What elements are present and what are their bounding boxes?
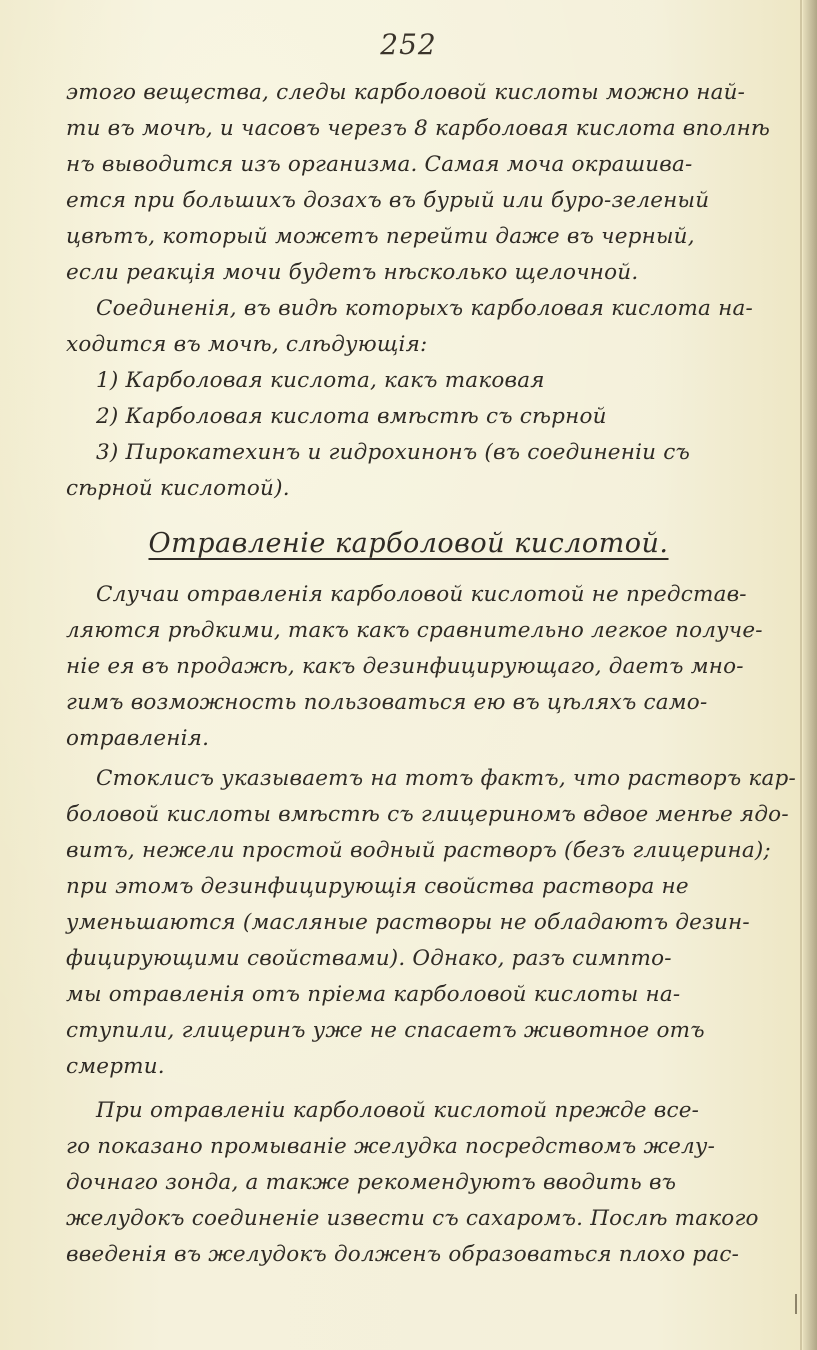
text-line: отравленія. [66,726,210,751]
text-line: ступили, глицеринъ уже не спасаетъ животное отъ [66,1018,705,1043]
list-item: 3) Пирокатехинъ и гидрохинонъ (въ соединеніи съ [96,440,691,465]
list-item: 2) Карболовая кислота вмѣстѣ съ сѣрной [96,404,607,429]
text-line: ти въ мочѣ, и часовъ черезъ 8 карболовая кислота вполнѣ [66,116,771,141]
text-line: Случаи отравленія карболовой кислотой не предстaв- [96,582,747,607]
list-item: сѣрной кислотой). [66,476,290,501]
text-line: фицирующими свойствами). Однако, разъ симпто- [66,946,672,971]
page-number: 252 [380,28,437,61]
text-line: витъ, нежели простой водный растворъ (безъ глицерина); [66,838,771,863]
text-line: мы отравленія отъ пріема карболовой кислоты на- [66,982,681,1007]
text-line: этого вещества, следы карболовой кислоты можно най- [66,80,746,105]
text-line: Соединенія, въ видѣ которыхъ карболовая кислота на- [96,296,753,321]
section-heading: Отравленіе карболовой кислотой. [148,528,669,559]
binding-edge [803,0,817,1350]
text-line: введенія въ желудокъ долженъ образоваться плохо рас- [66,1242,740,1267]
text-line: смерти. [66,1054,165,1079]
text-line: боловой кислоты вмѣстѣ съ глицериномъ вдвое менѣе ядо- [66,802,789,827]
text-line: Стоклисъ указываетъ на тотъ фактъ, что растворъ кар- [96,766,796,791]
text-line: го показано промываніе желудка посредствомъ желу- [66,1134,716,1159]
text-line: ніе ея въ продажѣ, какъ дезинфицирующаго, даетъ мно- [66,654,744,679]
text-line: желудокъ соединеніе извести съ сахаромъ. Послѣ такого [66,1206,759,1231]
text-line: цвѣтъ, который можетъ перейти даже въ черный, [66,224,695,249]
text-line: если реакція мочи будетъ нѣсколько щелочной. [66,260,639,285]
list-item: 1) Карболовая кислота, какъ таковая [96,368,545,393]
text-line: При отравленіи карболовой кислотой прежде все- [96,1098,700,1123]
text-line: ется при большихъ дозахъ въ бурый или буро-зеленый [66,188,710,213]
text-line: уменьшаются (масляные растворы не обладаютъ дезин- [66,910,750,935]
text-line: дочнаго зонда, а также рекомендуютъ вводить въ [66,1170,677,1195]
text-line: гимъ возможность пользоваться ею въ цѣляхъ само- [66,690,708,715]
page-fold-line [800,0,802,1350]
text-line: при этомъ дезинфицирующія свойства раствора не [66,874,689,899]
text-line: нъ выводится изъ организма. Самая моча окрашива- [66,152,693,177]
text-line: ляются рѣдкими, такъ какъ сравнительно легкое получе- [66,618,763,643]
text-line: ходится въ мочѣ, слѣдующія: [66,332,428,357]
page-edge-mark [789,1294,797,1314]
